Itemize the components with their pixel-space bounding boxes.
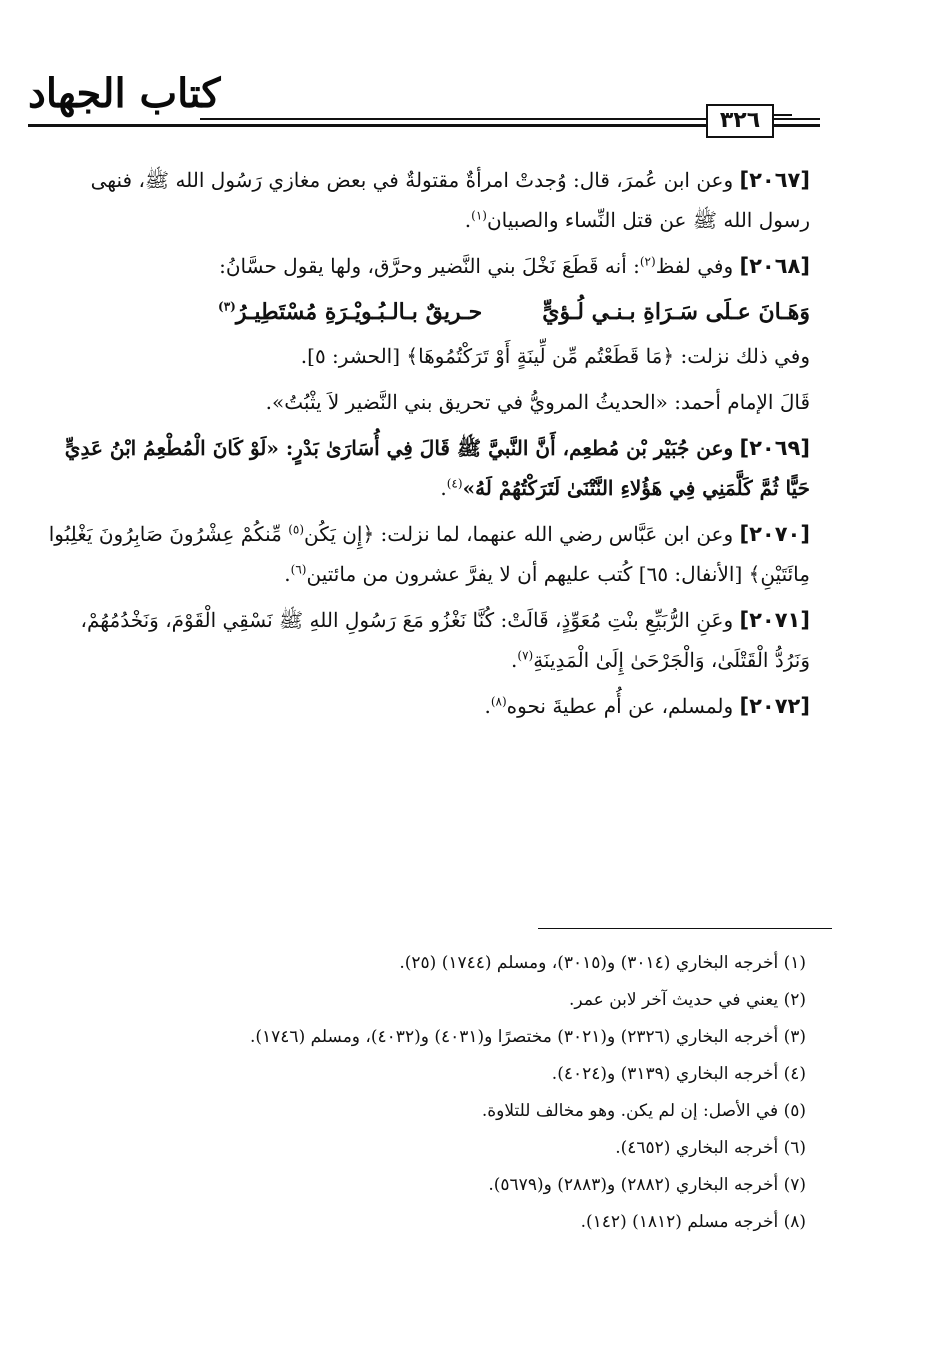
footnote-ref[interactable]: (٨) [490,694,507,709]
hadith-number: [٢٠٦٧] [739,168,810,192]
hadith-number: [٢٠٧١] [739,608,810,632]
footnote-7: (٧) أخرجه البخاري (٢٨٨٢) و(٢٨٨٣) و(٥٦٧٩). [488,1175,806,1195]
hadith-2071 [40,600,840,680]
punctuation: . [511,648,518,672]
hadith-text-rest: : أنه قَطَعَ نَخْلَ بني النَّضير وحرَّق، ولها يقول حسَّانُ: [219,254,640,278]
footnote-8: (٨) أخرجه مسلم (١٨١٢) (١٤٢). [580,1212,806,1232]
hadith-number: [٢٠٧٢] [739,694,810,718]
hadith-text: ولمسلم، عن أُم عطيةَ نحوه [506,694,734,718]
verse-reference: وفي ذلك نزلت: ﴿مَا قَطَعْتُم مِّن لِّينَةٍ أَوْ تَرَكْتُمُوهَا﴾ [الحشر: ٥]. [300,344,810,368]
page-header [0,0,941,160]
footnote-ref[interactable]: (٧) [517,648,534,663]
hadith-2072 [40,686,840,726]
hadith-2067 [40,160,840,240]
main-text [40,160,840,732]
punctuation: . [284,562,291,586]
footnote-ref[interactable]: (٥) [288,522,305,537]
footnotes [40,945,806,1241]
hadith-number: [٢٠٦٩] [739,436,810,460]
imam-ahmad-note: قَالَ الإمام أحمد: «الحديثُ المرويُّ في تحريق بني النَّضير لاَ يثْبُتُ». [265,390,810,414]
hadith-text: وفي لفظ [655,254,734,278]
hadith-number: [٢٠٧٠] [739,522,810,546]
hadith-text: وعن جُبَيْر بْن مُطعِم، أَنَّ النَّبيَّ ﷺ قَالَ فِي أُسَارَىٰ بَدْرٍ: «لَوْ كَانَ الْمُطْعِمُ ابْنُ عَدِيٍّ حَيًّا ثُمَّ كَلَّمَنِي فِي هَؤُلاءِ النَّتْنَىٰ لَتَرَكْتُهُمْ لَهُ» [64,436,810,500]
hadith-2069 [40,428,840,508]
footnote-ref[interactable]: (١) [471,208,487,223]
running-title: كتاب الجهاد [28,70,221,117]
poetry-verse [40,292,840,332]
header-tick [772,114,792,116]
hadith-2068 [40,246,840,286]
page-number: ٣٢٦ [706,104,774,138]
footnote-4: (٤) أخرجه البخاري (٣١٣٩) و(٤٠٢٤). [551,1064,806,1084]
footnote-ref[interactable]: (٤) [446,476,463,491]
footnote-6: (٦) أخرجه البخاري (٤٦٥٢). [615,1138,806,1158]
hadith-text: وعن ابن عَبَّاس رضي الله عنهما، لما نزلت: ﴿إِن يَكُن [304,522,734,546]
footnote-2: (٢) يعني في حديث آخر لابن عمر. [569,990,806,1010]
verse-hemistich-second-text: حـريقٌ بـالـبُـويْـرَةِ مُسْتَطِيـرُ [235,299,483,325]
header-rule-thick [28,124,820,127]
hadith-number: [٢٠٦٨] [739,254,810,278]
footnote-separator [538,928,832,929]
hadith-text: وعن ابن عُمرَ، قال: وُجدتْ امرأةٌ مقتولةٌ في بعض مغازي رَسُول الله ﷺ، فنهى رسول الله ﷺ عن قتل النِّساء والصبيان [90,168,810,232]
hadith-2070 [40,514,840,594]
hadith-text-continued: مِّنكُمْ عِشْرُونَ صَابِرُونَ يَغْلِبُوا مِائَتَيْنِ﴾ [الأنفال: ٦٥] كُتب عليهم أن لا يفرَّ عشرون من مائتين [48,522,810,586]
footnote-ref[interactable]: (٦) [290,562,307,577]
punctuation: . [440,476,447,500]
punctuation: . [484,694,491,718]
footnote-1: (١) أخرجه البخاري (٣٠١٤) و(٣٠١٥)، ومسلم (١٧٤٤) (٢٥). [399,953,806,973]
footnote-ref[interactable]: (٢) [639,254,656,269]
verse-hemistich-second [218,292,482,332]
punctuation: . [464,208,472,232]
hadith-text: وعَنِ الرُّبَيِّعِ بنْتِ مُعَوِّذٍ، قَالَتْ: كُنَّا نَغْزُو مَعَ رَسُولِ اللهِ ﷺ نَسْقِي الْقَوْمَ، وَنَخْدُمُهُمْ، وَنَرُدُّ الْقَتْلَىٰ، وَالْجَرْحَىٰ إِلَىٰ الْمَدِينَةِ [80,608,810,672]
verse-hemistich-first: وَهَـانَ عـلَى سَـرَاةِ بـنـي لُـؤيٍّ [542,299,810,325]
footnote-ref[interactable]: (٣) [218,299,236,314]
footnote-5: (٥) في الأصل: إن لم يكن. وهو مخالف للتلاوة. [481,1101,806,1121]
footnote-3: (٣) أخرجه البخاري (٢٣٢٦) و(٣٠٢١) مختصرًا و(٤٠٣١) و(٤٠٣٢)، ومسلم (١٧٤٦). [249,1027,806,1047]
